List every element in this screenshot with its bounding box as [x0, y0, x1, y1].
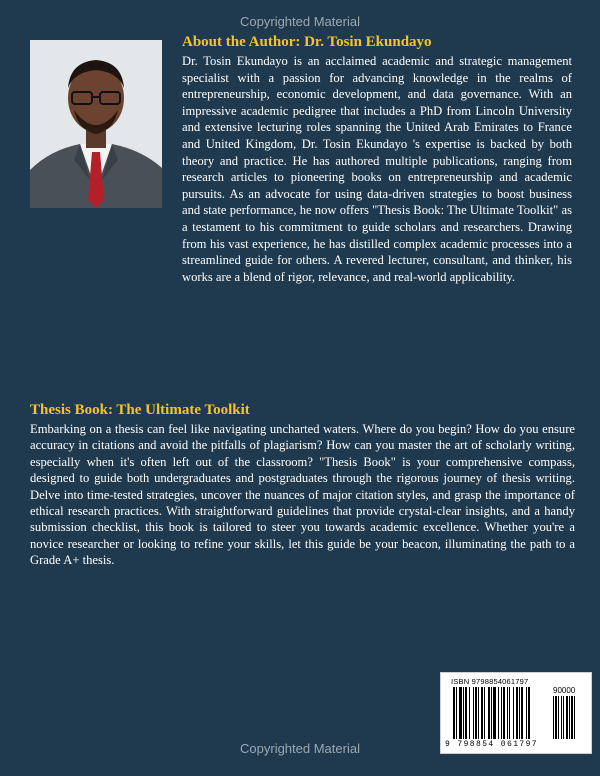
author-bio: Dr. Tosin Ekundayo is an acclaimed academic and strategic management specialist with a passion for advancing knowledge in the realms of entrepreneurship, economic development, and data governance. With an impressive academic pedigree that includes a PhD from Lincoln University and extensive lecturing roles spanning the United Arab Emirates to France and United Kingdom, Dr. Tosin Ekundayo 's expertise is backed by both theory and practice. He has authored multiple publications, ranging from research articles to pioneering books on entrepreneurship and academic pursuits. As an advocate for using data-driven strategies to boost business and state performance, he now offers "Thesis Book: The Ultimate Toolkit" as a testament to his commitment to guide scholars and researchers. Drawing from his vast experience, he has distilled complex academic processes into a streamlined guide for others. A revered lecturer, consultant, and thinker, his works are a blend of rigor, relevance, and real-world applicability. — [182, 54, 572, 284]
price-code: 90000 — [553, 686, 576, 695]
watermark-top: Copyrighted Material — [240, 14, 360, 29]
watermark-bottom: Copyrighted Material — [240, 741, 360, 756]
barcode-bars-icon — [453, 687, 549, 739]
addon-barcode-icon — [553, 696, 583, 739]
isbn-digits: 9 798854 061797 — [445, 740, 539, 749]
book-description: Embarking on a thesis can feel like navigating uncharted waters. Where do you begin? How do you ensure accuracy in citations and avoid the pitfalls of plagiarism? How can you master the art of scholarly writing, especially when it's often left out of the classroom? "Thesis Book" is your comprehensive compass, designed to guide both undergraduates and postgraduates through the rigorous journey of thesis writing. Delve into time-tested strategies, uncover the nuances of major citation styles, and grasp the importance of ethical research practices. With straightforward guidelines that provide crystal-clear insights, and a handy submission checklist, this book is tailored to steer you towards academic excellence. Whether you're a novice researcher or looking to refine your skills, let this guide be your beacon, illuminating the path to a Grade A+ thesis. — [30, 422, 575, 568]
author-heading: About the Author: Dr. Tosin Ekundayo — [182, 34, 432, 50]
author-photo — [30, 40, 162, 208]
book-heading: Thesis Book: The Ultimate Toolkit — [30, 402, 250, 418]
isbn-label: ISBN 9798854061797 — [451, 677, 529, 686]
